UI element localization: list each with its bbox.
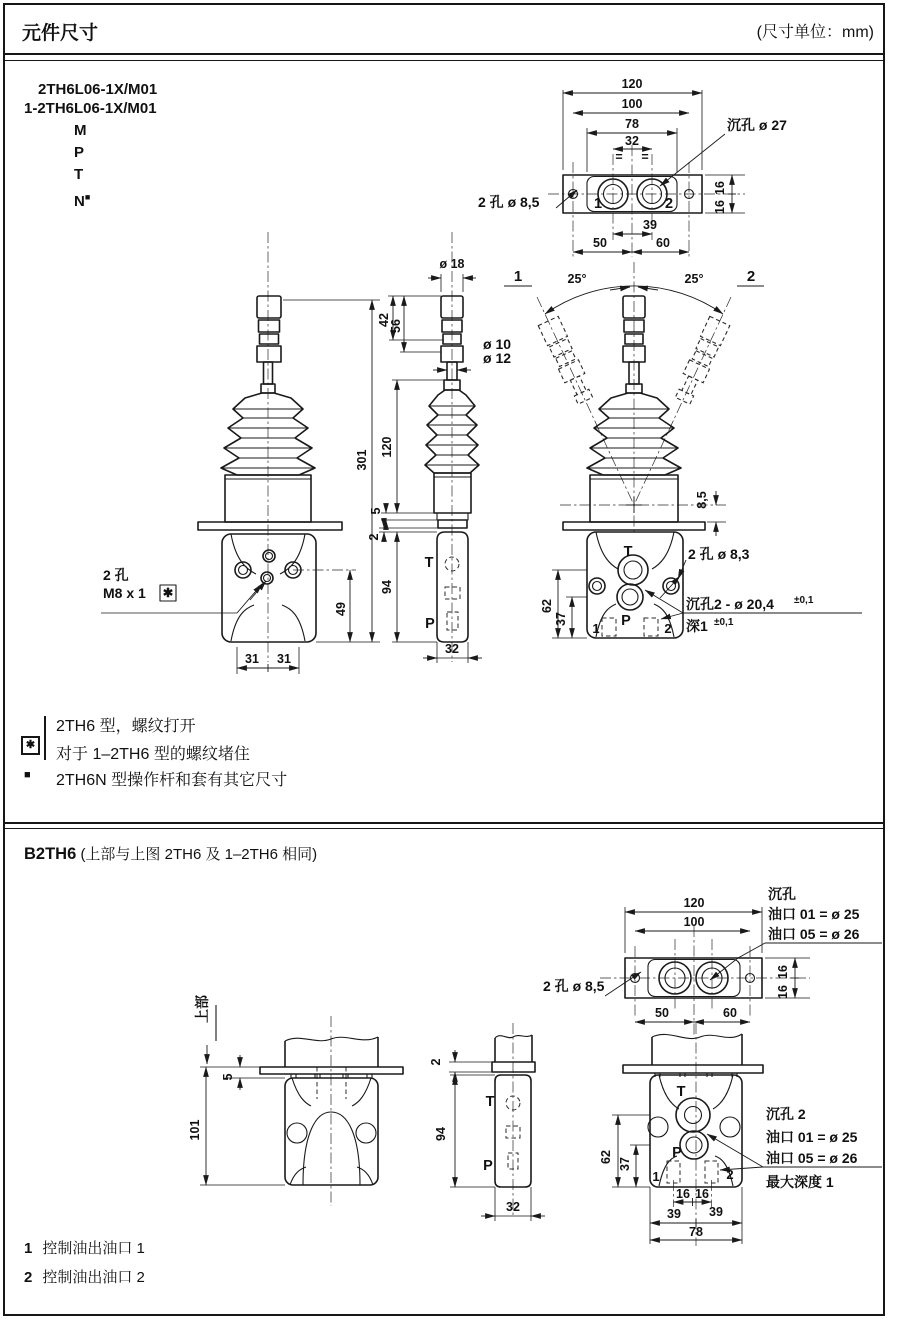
page-title: 元件尺寸	[22, 23, 99, 44]
dim-32: 32	[506, 1200, 520, 1214]
counterbore2-label: 沉孔2 - ø 20,4	[686, 596, 774, 612]
legend-item-2	[24, 1266, 145, 1287]
dim-39: 39	[643, 218, 657, 232]
dim-8-5: 8,5	[695, 491, 709, 509]
boxed-star-symbol: ✱	[21, 736, 40, 755]
dim-301: 301	[355, 449, 369, 471]
dim-39a: 39	[667, 1207, 681, 1221]
holes-label: 2 孔 ø 8,5	[478, 194, 540, 210]
port-p-label: P	[672, 1145, 682, 1161]
dim-60: 60	[656, 236, 670, 250]
dim-39b: 39	[709, 1205, 723, 1219]
tilted-lever-pos2	[673, 316, 730, 405]
s1-front-view	[101, 232, 380, 674]
port05-label: 油口 05 = ø 26	[768, 926, 860, 942]
section-divider-thin	[3, 828, 885, 829]
equal-mark: =	[641, 150, 649, 164]
port-t-label: T	[485, 1094, 495, 1110]
port05-label: 油口 05 = ø 26	[766, 1150, 858, 1166]
note-brace	[44, 716, 46, 760]
angle-25-right: 25°	[684, 272, 704, 286]
legend-1-number: 1	[24, 1240, 33, 1257]
port-t-label: T	[676, 1084, 686, 1100]
port-2-label: 2	[664, 196, 674, 212]
dim-31b: 31	[277, 652, 291, 666]
dim-16a: 16	[713, 181, 727, 195]
dim-16b: 16	[713, 200, 727, 214]
dim-50: 50	[655, 1006, 669, 1020]
port-t-label: T	[623, 544, 633, 560]
position-1-label: 1	[513, 268, 523, 285]
s2-plate-top-view	[543, 886, 882, 1036]
dim-dia10: ø 10	[483, 336, 512, 352]
legend-1-text: 控制油出油口 1	[42, 1240, 145, 1257]
section-divider	[3, 822, 885, 824]
b2th6-title: B2TH6	[24, 845, 77, 863]
port-n: N■	[74, 192, 91, 210]
s2-front-view	[188, 995, 403, 1206]
dim-16b: 16	[695, 1187, 709, 1201]
dim-62: 62	[599, 1150, 613, 1164]
counterbore2-tolerance: ±0,1	[794, 595, 814, 606]
dim-2: 2	[429, 1058, 443, 1066]
port-p: P	[74, 144, 85, 161]
dim-16a: 16	[776, 965, 790, 979]
section1-drawing	[0, 62, 900, 822]
angle-25-left: 25°	[567, 272, 587, 286]
dim-62: 62	[540, 599, 554, 613]
dim-37: 37	[618, 1157, 632, 1171]
dim-120: 120	[683, 896, 705, 910]
footnote-1-line1: 2TH6 型，螺纹打开	[56, 718, 196, 735]
square-mark: ■	[84, 192, 91, 202]
counterbore-label: 沉孔	[768, 886, 796, 902]
dim-42: 42	[377, 313, 391, 327]
port-p-label: P	[425, 616, 435, 632]
outlet-2-label: 2	[726, 1167, 734, 1182]
dim-5: 5	[369, 507, 383, 515]
holes-label: 2 孔 ø 8,5	[543, 978, 605, 994]
port-p-label: P	[621, 613, 631, 629]
b2th6-subtitle: (上部与上图 2TH6 及 1–2TH6 相同)	[80, 846, 318, 863]
outlet-2-label: 2	[664, 621, 672, 636]
m8-holes-label-line1: 2 孔	[103, 567, 129, 583]
depth-tolerance: ±0,1	[714, 617, 734, 628]
dim-78: 78	[625, 117, 639, 131]
port-t-label: T	[424, 555, 434, 571]
dim-32: 32	[445, 642, 459, 656]
dim-120: 120	[380, 436, 394, 458]
dim-60: 60	[723, 1006, 737, 1020]
square-symbol: ■	[24, 769, 31, 781]
footnote-2: 2TH6N 型操作杆和套有其它尺寸	[56, 772, 288, 789]
s2-port-view	[599, 1023, 882, 1246]
dim-94: 94	[380, 580, 394, 594]
dim-16a: 16	[676, 1187, 690, 1201]
depth-label: 深1	[686, 618, 708, 634]
outlet-1-label: 1	[652, 1169, 660, 1184]
port-p-label: P	[483, 1158, 493, 1174]
s2-side-view	[429, 1023, 545, 1221]
m8-holes-label-line2: M8 x 1	[103, 585, 146, 601]
s1-side-view	[367, 232, 511, 663]
dim-120: 120	[621, 77, 643, 91]
dim-31a: 31	[245, 652, 259, 666]
s1-plate-top-view	[478, 77, 787, 257]
port-t: T	[74, 166, 84, 183]
outlet-1-label: 1	[592, 621, 600, 636]
dim-32: 32	[625, 134, 639, 148]
dim-78: 78	[689, 1225, 703, 1239]
counterbore2-label: 沉孔 2	[766, 1106, 806, 1122]
dim-dia12: ø 12	[483, 350, 512, 366]
dim-50: 50	[593, 236, 607, 250]
unit-note: (尺寸单位：mm)	[756, 24, 874, 41]
counterbore-label: 沉孔 ø 27	[727, 117, 787, 133]
holes-8-3-label: 2 孔 ø 8,3	[688, 546, 750, 562]
model-code-2th6: 2TH6L06-1X/M01	[38, 81, 158, 98]
header-divider-thin	[3, 60, 885, 61]
port-m: M	[74, 122, 87, 139]
dim-56: 56	[389, 319, 403, 333]
dim-94: 94	[434, 1127, 448, 1141]
port01-label: 油口 01 = ø 25	[766, 1129, 858, 1145]
legend-2-number: 2	[24, 1269, 33, 1286]
legend-item-1	[24, 1237, 145, 1258]
s1-tilt-view	[504, 262, 862, 638]
equal-mark: =	[615, 150, 623, 164]
dim-2: 2	[367, 533, 381, 541]
max-depth-label: 最大深度 1	[766, 1174, 834, 1190]
upper-part-label: 上部	[194, 995, 210, 1023]
dim-16b: 16	[776, 985, 790, 999]
dim-100: 100	[683, 915, 705, 929]
position-2-label: 2	[746, 268, 756, 285]
header-divider	[3, 53, 885, 55]
footnote-1-line2: 对于 1–2TH6 型的螺纹堵住	[56, 746, 250, 763]
boxed-star-symbol: ✱	[162, 586, 174, 600]
legend-2-text: 控制油出油口 2	[42, 1269, 145, 1286]
dim-101: 101	[188, 1119, 202, 1141]
port-1-label: 1	[593, 196, 603, 212]
dim-5: 5	[221, 1073, 235, 1081]
dim-49: 49	[334, 602, 348, 616]
dim-100: 100	[621, 97, 643, 111]
dim-dia18: ø 18	[439, 257, 465, 271]
model-code-1-2th6: 1-2TH6L06-1X/M01	[24, 100, 157, 117]
tilted-lever-pos1	[538, 316, 595, 405]
port01-label: 油口 01 = ø 25	[768, 906, 860, 922]
dim-37: 37	[554, 612, 568, 626]
